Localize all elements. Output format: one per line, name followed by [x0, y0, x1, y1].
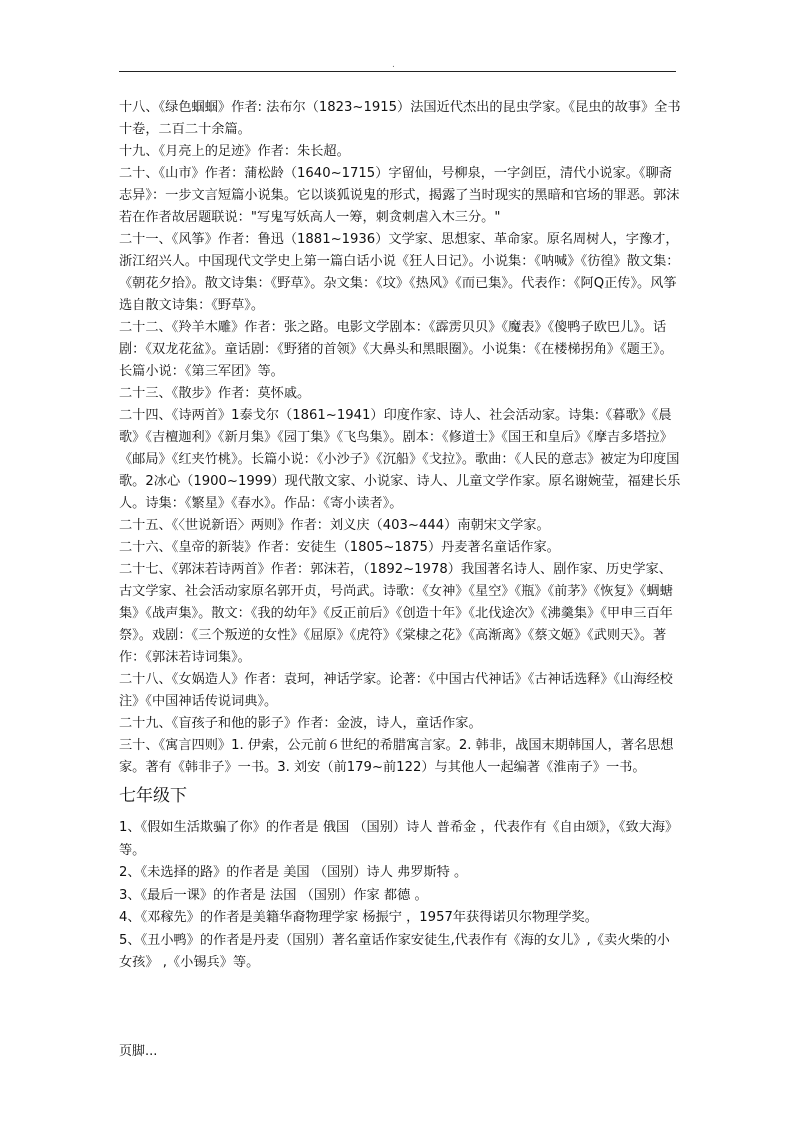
header-mark: .	[392, 60, 395, 70]
paragraph-22: 二十二、《羚羊木雕》作者：张之路。电影文学剧本：《霹雳贝贝》《魔表》《傻鸭子欧巴儿》。话剧：《双龙花盆》。童话剧：《野猪的首领》《大鼻头和黑眼圈》。小说集：《在楼梯拐角》《题王》。长篇小说：《第三军团》等。	[119, 320, 673, 379]
paragraph-25: 二十五、《〈世说新语〉两则》作者：刘义庆（403~444）南朝宋文学家。	[119, 518, 550, 533]
list-item: 4、《邓稼先》的作者是美籍华裔物理学家 杨振宁 ，1957年获得诺贝尔物理学奖。	[119, 910, 598, 925]
paragraph-27: 二十七、《郭沫若诗两首》作者：郭沫若，（1892~1978）我国著名诗人、剧作家、历史学家、古文学家、社会活动家原名郭开贞，号尚武。诗歌：《女神》《星空》《瓶》《前茅》《恢复》《蜩螗集》《战声集》。散文：《我的幼年》《反正前后》《创造十年》《北伐途次》《沸羹集》《甲申三百年祭》。戏剧：《三个叛逆的女性》《屈原》《虎符》《棠棣之花》《高渐离》《蔡文姬》《武则天》。著作：《郭沫若诗词集》。	[119, 562, 673, 665]
paragraph-19: 十九、《月亮上的足迹》作者：朱长超。	[119, 144, 350, 159]
list-item: 1、《假如生活欺骗了你》的作者是 俄国 （国别）诗人 普希金 ，代表作有《自由颂》，《致大海》等。	[119, 820, 679, 858]
page-footer: 页脚...	[119, 1044, 158, 1059]
header-rule	[119, 71, 676, 72]
list-item: 2、《未选择的路》的作者是 美国 （国别）诗人 弗罗斯特 。	[119, 865, 468, 880]
paragraph-24: 二十四、《诗两首》1泰戈尔（1861~1941）印度作家、诗人、社会活动家。诗集:《暮歌》《晨歌》《吉檀迦利》《新月集》《园丁集》《飞鸟集》。剧本：《修道士》《国王和皇后》《摩吉多塔拉》《邮局》《红夹竹桃》。长篇小说：《小沙子》《沉船》《戈拉》。歌曲：《人民的意志》被定为印度国歌。2冰心（1900~1999）现代散文家、小说家、诗人、儿童文学作家。原名谢婉莹，福建长乐人。诗集：《繁星》《春水》。作品：《寄小读者》。	[119, 408, 681, 511]
paragraph-29: 二十九、《盲孩子和他的影子》作者：金波，诗人，童话作家。	[119, 716, 482, 731]
paragraph-21: 二十一、《风筝》作者：鲁迅（1881~1936）文学家、思想家、革命家。原名周树人，字豫才，浙江绍兴人。中国现代文学史上第一篇白话小说《狂人日记》。小说集：《呐喊》《彷徨》散文集：《朝花夕拾》。散文诗集：《野草》。杂文集：《坟》《热风》《而已集》。代表作：《阿Q正传》。风筝选自散文诗集：《野草》。	[119, 232, 680, 313]
paragraph-20: 二十、《山市》作者：蒲松龄（1640~1715）字留仙，号柳泉，一字剑臣，清代小说家。《聊斋志异》：一步文言短篇小说集。它以谈狐说鬼的形式，揭露了当时现实的黑暗和官场的罪恶。郭沫若在作者故居题联说："写鬼写妖高人一筹，刺贪刺虐入木三分。"	[119, 166, 680, 225]
list-item: 3、《最后一课》的作者是 法国 （国别）作家 都德 。	[119, 887, 428, 903]
list-item: 5、《丑小鸭》的作者是丹麦（国别）著名童话作家安徒生,代表作有《海的女儿》,《卖火柴的小女孩》 ,《小锡兵》等。	[119, 932, 670, 970]
paragraph-28: 二十八、《女娲造人》作者：袁珂，神话学家。论著：《中国古代神话》《古神话选释》《山海经校注》《中国神话传说词典》。	[119, 672, 673, 709]
paragraph-23: 二十三、《散步》作者：莫怀戚。	[119, 386, 311, 401]
document-body	[119, 97, 681, 975]
section-title: 七年级下	[119, 786, 187, 806]
paragraph-18: 十八、《绿色蝈蝈》作者: 法布尔（1823~1915）法国近代杰出的昆虫学家。《昆虫的故事》全书十卷，二百二十余篇。	[119, 100, 681, 137]
paragraph-30: 三十、《寓言四则》1. 伊索，公元前６世纪的希腊寓言家。2. 韩非，战国末期韩国人，著名思想家。著有《韩非子》一书。3. 刘安（前179~前122）与其他人一起编著《淮南子》一书。	[119, 738, 674, 775]
paragraph-26: 二十六、《皇帝的新装》作者：安徒生（1805~1875）丹麦著名童话作家。	[119, 540, 560, 555]
